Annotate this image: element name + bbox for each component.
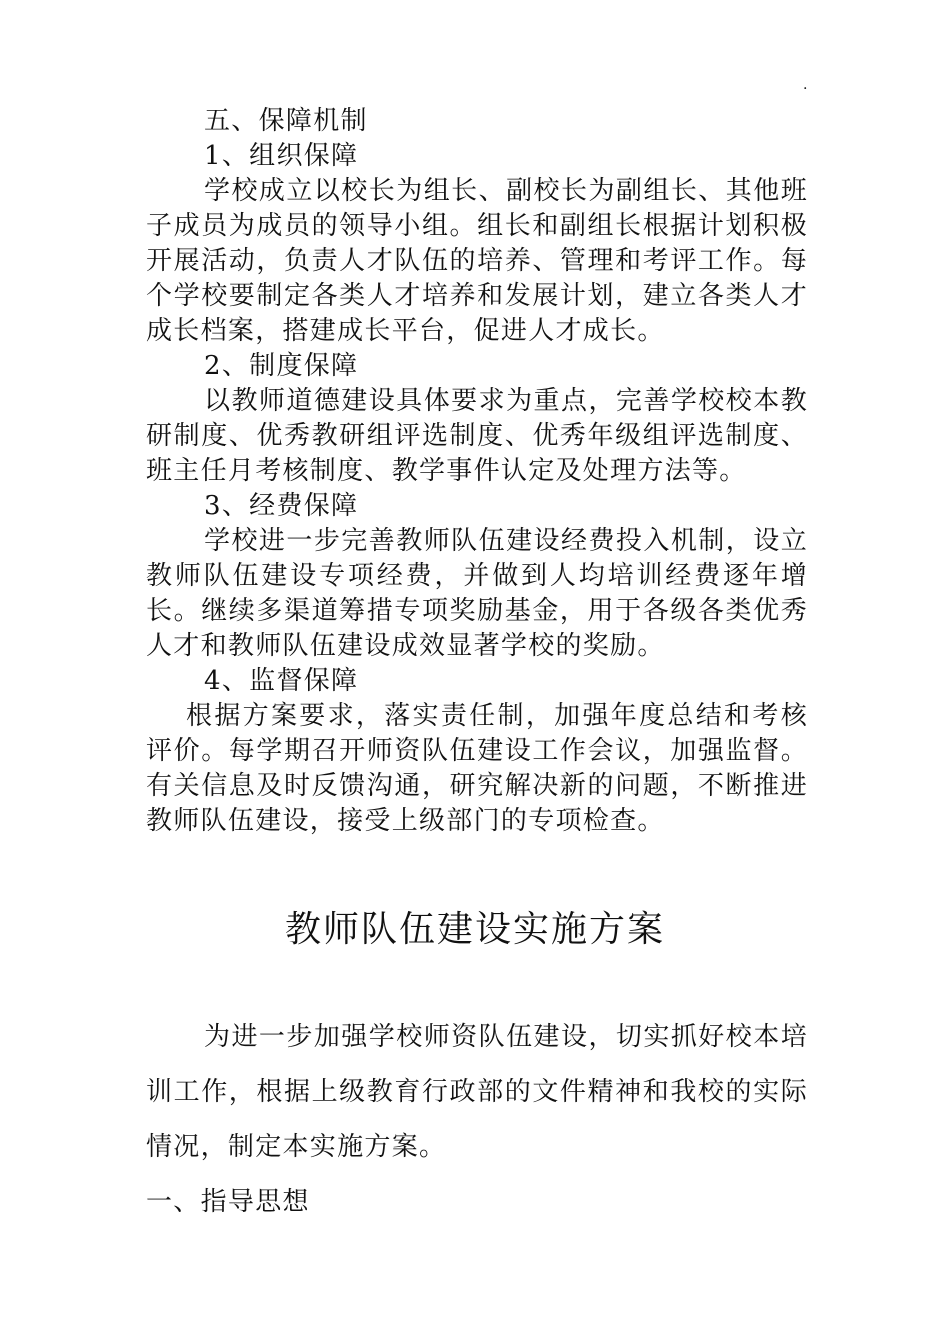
document-title: 教师队伍建设实施方案 [284,909,665,950]
subheading-supervision: 4、监督保障 [204,666,359,696]
paragraph-funding: 学校进一步完善教师队伍建设经费投入机制，设立教师队伍建设专项经费，并做到人均培训经费逐年增长。继续多渠道筹措专项奖励基金，用于各级各类优秀人才和教师队伍建设成效显著学校的奖励。 [146,526,808,661]
paragraph-supervision: 根据方案要求，落实责任制，加强年度总结和考核评价。每学期召开师资队伍建设工作会议，加强监督。有关信息及时反馈沟通，研究解决新的问题，不断推进教师队伍建设，接受上级部门的专项检查。 [146,701,808,836]
lower-section [146,1010,808,1230]
subheading-funding: 3、经费保障 [204,491,359,521]
section-heading-guiding-ideology: 一、指导思想 [146,1187,310,1217]
section-heading-guarantee: 五、保障机制 [204,106,368,136]
paragraph-system: 以教师道德建设具体要求为重点，完善学校校本教研制度、优秀教研组评选制度、优秀年级组评选制度、班主任月考核制度、教学事件认定及处理方法等。 [146,386,808,486]
paragraph-intro: 为进一步加强学校师资队伍建设，切实抓好校本培训工作，根据上级教育行政部的文件精神和我校的实际情况，制定本实施方案。 [146,1022,808,1162]
upper-section [146,104,808,839]
subheading-system: 2、制度保障 [204,351,359,381]
paragraph-organization: 学校成立以校长为组长、副校长为副组长、其他班子成员为成员的领导小组。组长和副组长根据计划积极开展活动，负责人才队伍的培养、管理和考评工作。每个学校要制定各类人才培养和发展计划，建立各类人才成长档案，搭建成长平台，促进人才成长。 [146,176,808,346]
subheading-organization: 1、组织保障 [204,141,359,171]
page-mark: . [803,77,808,93]
